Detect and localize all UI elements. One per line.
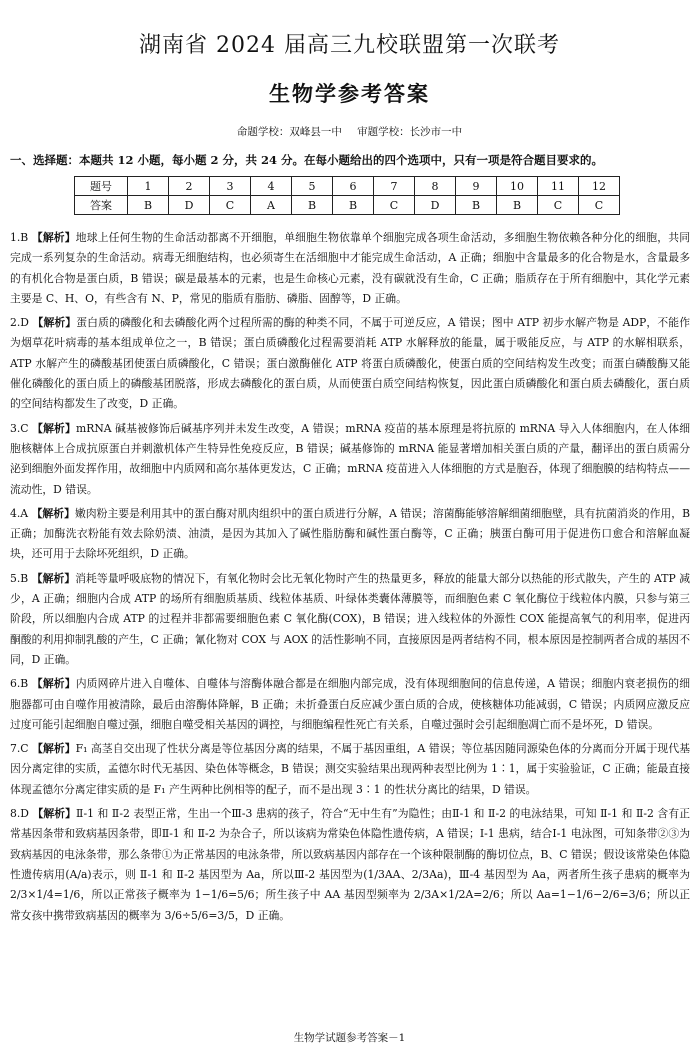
item-text: 内质网碎片进入自噬体、自噬体与溶酶体融合都是在细胞内部完成，没有体现细胞间的信息传递，A 错误；细胞内衰老损伤的细胞器都可由自噬作用被清除，最后由溶酶体降解，B 正确；未折叠蛋白反应减少蛋白质的合成，使核糖体功能减弱，C 错误；内质网应激反应过度可能引起细胞自噬过强，细胞自噬受相关基因的调控，与细胞编程性死亡有关系，自噬过强时会引起细胞凋亡而不是坏死，D 错误。: [10, 677, 690, 731]
question-number-cell: 8: [415, 177, 456, 196]
explanation-item: [10, 739, 690, 800]
analysis-tag: 【解析】: [32, 316, 77, 330]
question-number-cell: 5: [292, 177, 333, 196]
item-number: 6.B: [10, 677, 29, 691]
item-number: 4.A: [10, 506, 29, 520]
answer-table-number-row: [75, 177, 620, 196]
item-text: 地球上任何生物的生命活动都离不开细胞，单细胞生物依靠单个细胞完成各项生命活动，多细胞生物依赖各种分化的细胞，共同完成一系列复杂的生命活动。病毒无细胞结构，也必须寄生在活细胞中才能完成生命活动，A 正确；细胞中含量最多的化合物是水，含量最多的有机化合物是蛋白质，B 错误；碳是最基本的元素，也是生命核心元素，没有碳就没有生命，C 正确；脂质存在于所有细胞中，其化学元素主要是 C、H、O，有些含有 N、P，常见的脂质有脂肪、磷脂、固醇等，D 正确。: [10, 231, 690, 305]
question-number-cell: 4: [251, 177, 292, 196]
analysis-tag: 【解析】: [32, 807, 77, 821]
explanation-item: [10, 674, 690, 735]
item-number: 5.B: [10, 571, 29, 585]
answer-cell: B: [128, 196, 169, 215]
item-text: 蛋白质的磷酸化和去磷酸化两个过程所需的酶的种类不同，不属于可逆反应，A 错误；图中 ATP 初步水解产物是 ADP，不能作为烟草花叶病毒的基本组成单位之一，B 错误；蛋白质磷酸化过程需要消耗 ATP 水解释放的能量，属于吸能反应，与 ATP 的水解相联系，ATP 水解产生的磷酸基团使蛋白质磷酸化，C 错误；蛋白激酶催化 ATP 将蛋白质磷酸化，使蛋白质的空间结构发生改变；而蛋白磷酸酶又能催化磷酸化的蛋白质上的磷酸基团脱落，形成去磷酸化的蛋白质，从而使蛋白质空间结构恢复，因此蛋白质磷酸化和蛋白质去磷酸化，蛋白质的空间结构都发生了改变，D 正确。: [10, 316, 690, 411]
answer-cell: C: [579, 196, 620, 215]
page-footer: 生物学试题参考答案－1: [293, 1032, 406, 1044]
row-label-answer: 答案: [75, 196, 128, 215]
answer-cell: D: [415, 196, 456, 215]
answer-cell: C: [210, 196, 251, 215]
question-number-cell: 6: [333, 177, 374, 196]
item-text: 嫩肉粉主要是利用其中的蛋白酶对肌肉组织中的蛋白质进行分解，A 错误；溶菌酶能够溶解细菌细胞壁，具有抗菌消炎的作用，B 正确；加酶洗衣粉能有效去除奶渍、油渍，是因为其加入了碱性脂肪酶和碱性蛋白酶等，C 正确；胰蛋白酶可用于促进伤口愈合和溶解血凝块，还可用于去除坏死组织，D 正确。: [10, 506, 691, 561]
analysis-tag: 【解析】: [31, 571, 76, 585]
item-text: F₁ 高茎自交出现了性状分离是等位基因分离的结果，不属于基因重组，A 错误；等位基因随同源染色体的分离而分开属于现代基因分离定律的实质，孟德尔时代无基因、染色体等概念，B 错误；测交实验结果出现两种表型比例为 1∶1，属于实验验证，C 正确；能最直接体现孟德尔分离定律实质的是 F₁ 产生两种比例相等的配子，而不是出现 3∶1 的性状分离比的结果，D 错误。: [10, 742, 691, 796]
section-heading: 一、选择题：本题共 12 小题，每小题 2 分，共 24 分。在每小题给出的四个选项中，只有一项是符合题目要求的。: [10, 153, 604, 167]
question-number-cell: 7: [374, 177, 415, 196]
proposer-school: 命题学校：双峰县一中: [236, 126, 342, 138]
analysis-tag: 【解析】: [32, 742, 76, 756]
exam-title: 湖南省 2024 届高三九校联盟第一次联考: [139, 33, 560, 58]
reviewer-school: 审题学校：长沙市一中: [357, 126, 463, 138]
question-number-cell: 10: [497, 177, 538, 196]
item-text: mRNA 碱基被修饰后碱基序列并未发生改变，A 错误；mRNA 疫苗的基本原理是将抗原的 mRNA 导入人体细胞内，在人体细胞核糖体上合成抗原蛋白并刺激机体产生特异性免疫反应，B 错误；碱基修饰的 mRNA 能显著增加相关蛋白质的产量，翻译出的蛋白质需分泌到细胞外面发挥作用，故细胞中内质网和高尔基体更发达，C 正确；mRNA 疫苗进入人体细胞的方式是胞吞，体现了细胞膜的结构特点——流动性，D 错误。: [10, 421, 691, 496]
answer-cell: B: [333, 196, 374, 215]
answer-cell: B: [456, 196, 497, 215]
explanation-item: [10, 419, 690, 500]
item-text: Ⅱ-1 和 Ⅱ-2 表型正常，生出一个Ⅲ-3 患病的孩子，符合“无中生有”为隐性；由Ⅱ-1 和 Ⅱ-2 的电泳结果，可知 Ⅱ-1 和 Ⅱ-2 含有正常基因条带和致病基因条带，即Ⅱ-1 和 Ⅱ-2 为杂合子，所以该病为常染色体隐性遗传病，A 错误；Ⅰ-1 患病，结合Ⅰ-1 电泳图，可知条带②③为致病基因的电泳条带，那么条带①为正常基因的电泳条带，所以致病基因内部存在一个该种限制酶的酶切位点，B、C 错误；假设该常染色体隐性遗传病用(A/a)表示，则 Ⅱ-1 和 Ⅱ-2 基因型为 Aa，所以Ⅲ-2 基因型为(1/3AA、2/3Aa)，Ⅲ-4 基因型为 Aa，两者所生孩子患病的概率为 2/3×1/4=1/6，所以正常孩子概率为 1−1/6=5/6；所生孩子中 AA 基因型频率为 2/3A×1/2A=2/6；所以 Aa=1−1/6−2/6=3/6；所以正常女孩中携带致病基因的概率为 3/6÷5/6=3/5，D 正确。: [10, 807, 691, 922]
question-number-cell: 11: [538, 177, 579, 196]
analysis-tag: 【解析】: [32, 421, 76, 435]
school-info: [0, 124, 699, 139]
item-number: 2.D: [10, 316, 29, 330]
explanation-item: [10, 804, 690, 926]
answer-cell: B: [292, 196, 333, 215]
item-number: 3.C: [10, 421, 29, 435]
explanation-item: [10, 504, 690, 565]
answer-cell: C: [538, 196, 579, 215]
answer-table: [74, 176, 620, 215]
document-title: 生物学参考答案: [269, 81, 430, 106]
analysis-tag: 【解析】: [31, 677, 76, 691]
explanation-item: [10, 228, 690, 309]
analysis-tag: 【解析】: [31, 506, 75, 520]
answer-cell: D: [169, 196, 210, 215]
question-number-cell: 1: [128, 177, 169, 196]
explanation-item: [10, 313, 690, 414]
question-number-cell: 2: [169, 177, 210, 196]
answer-table-answer-row: [75, 196, 620, 215]
item-number: 8.D: [10, 807, 29, 821]
row-label-number: 题号: [75, 177, 128, 196]
answer-cell: B: [497, 196, 538, 215]
answer-cell: A: [251, 196, 292, 215]
question-number-cell: 3: [210, 177, 251, 196]
item-number: 7.C: [10, 742, 29, 756]
answer-cell: C: [374, 196, 415, 215]
item-number: 1.B: [10, 231, 29, 244]
analysis-tag: 【解析】: [31, 231, 76, 244]
answer-explanations: [10, 228, 690, 930]
question-number-cell: 12: [579, 177, 620, 196]
explanation-item: [10, 569, 690, 670]
question-number-cell: 9: [456, 177, 497, 196]
item-text: 消耗等量呼吸底物的情况下，有氧化物时会比无氧化物时产生的热量更多，释放的能量大部分以热能的形式散失，产生的 ATP 减少，A 正确；细胞内合成 ATP 的场所有细胞质基质、线粒体基质、叶绿体类囊体薄膜等，而细胞色素 C 氧化酶位于线粒体内膜，只参与第三阶段，所以细胞内合成 ATP 的过程并非都需要细胞色素 C 氧化酶(COX)，B 错误；进入线粒体的外源性 COX 能提高氧气的利用率，促进丙酮酸的利用抑制乳酸的产生，C 正确；氰化物对 COX 与 AOX 的活性影响不同，直接原因是两者结构不同，根本原因是控制两者合成的基因不同，D 正确。: [10, 571, 691, 666]
